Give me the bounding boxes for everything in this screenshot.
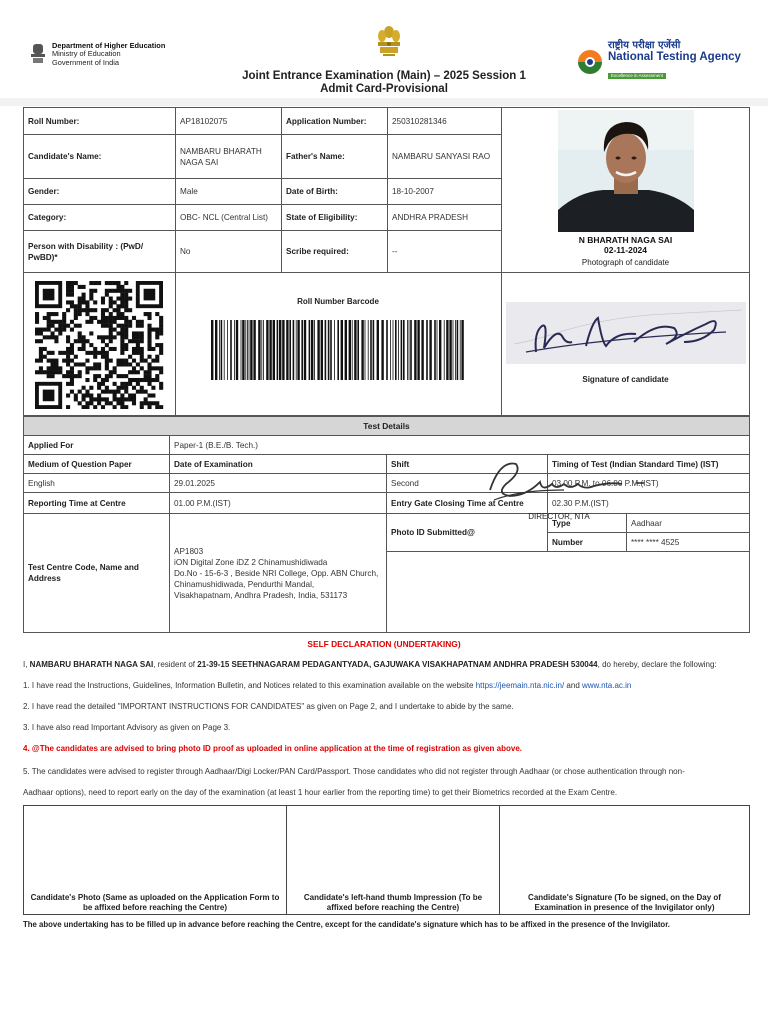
application-number-value: 250310281346 [387,107,502,135]
declaration-title: SELF DECLARATION (UNDERTAKING) [307,639,461,649]
declaration-item-3: 3. I have also read Important Advisory as given on Page 3. [23,723,231,732]
declaration-item-4: 4. @The candidates are advised to bring photo ID proof as uploaded in online application at the time of registration as given above. [23,744,522,753]
dob-value: 18-10-2007 [387,178,502,205]
header-band [0,98,768,106]
moe-line2: Ministry of Education [52,49,121,59]
state-value: ANDHRA PRADESH [387,204,502,231]
scribe-label: Scribe required: [281,230,388,273]
declaration-item-5-line1: 5. The candidates were advised to register through Aadhaar/Digi Locker/PAN Card/Passport. Those candidates who did not register through Aadhaar (or chose authentication through non- [23,767,685,776]
nta-hindi-name: राष्ट्रीय परीक्षा एजेंसी [608,40,681,51]
item1-text: 1. I have read the Instructions, Guidelines, Information Bulletin, and Notices related to this examination available on the website [23,681,476,690]
test-details-header: Test Details [23,416,750,436]
medium-label: Medium of Question Paper [23,454,170,474]
declaration-item-1 [23,680,750,691]
candidate-name-label: Candidate's Name: [23,134,176,179]
intro-name: NAMBARU BHARATH NAGA SAI [29,660,154,669]
nta-link[interactable]: www.nta.ac.in [582,681,632,690]
reporting-time-value: 01.00 P.M.(IST) [169,492,387,514]
candidate-photo-box [23,805,287,915]
candidate-photo [558,110,694,232]
candidate-signature-box [499,805,750,915]
id-number-value: **** **** 4525 [626,532,750,552]
father-name-label: Father's Name: [281,134,388,179]
photo-candidate-name: N BHARATH NAGA SAI [578,235,673,245]
qr-code-icon [31,281,167,409]
photo-id-label: Photo ID Submitted@ [386,513,548,552]
photo-caption: Photograph of candidate [581,258,670,267]
gate-closing-value: 02.30 P.M.(IST) [547,492,750,514]
scribe-value: -- [387,230,502,273]
footer-note: The above undertaking has to be filled up in advance before reaching the Centre, except for the candidate's signature which has to be affixed in the presence of the Invigilator. [23,920,670,929]
category-value: OBC- NCL (Central List) [175,204,282,231]
applied-for-label: Applied For [23,435,170,455]
gender-value: Male [175,178,282,205]
roll-number-barcode-icon [209,320,467,380]
intro-suffix: , do hereby, declare the following: [597,660,717,669]
declaration-item-2: 2. I have read the detailed "IMPORTANT INSTRUCTIONS FOR CANDIDATES" as given on Page 2, and I undertake to abide by the same. [23,702,514,711]
gender-label: Gender: [23,178,176,205]
candidate-photo-box-caption: Candidate's Photo (Same as uploaded on the Application Form to be affixed before reaching the Centre) [30,893,280,912]
item1-and: and [564,681,582,690]
centre-line2: Do.No - 15-6-3 , Beside NRI College, Opp. ABN Church, [174,568,379,578]
centre-label: Test Centre Code, Name and Address [23,513,170,633]
shift-value: Second [386,473,548,493]
centre-line1: iON Digital Zone iDZ 2 Chinamushidiwada [174,557,328,567]
director-cell [386,551,750,633]
exam-title: Joint Entrance Examination (Main) – 2025 Session 1 [242,70,526,82]
director-caption: DIRECTOR, NTA [528,512,590,521]
father-name-value: NAMBARU SANYASI RAO [387,134,502,179]
centre-line4: Visakhapatnam, Andhra Pradesh, India, 531173 [174,590,348,600]
declaration-item-5-line2: Aadhaar options), need to report early on the day of the examination (at least 1 hour earlier from the reporting time) to get their Biometrics recorded at the Exam Centre. [23,788,618,797]
roll-number-value: AP18102075 [175,107,282,135]
exam-date-label: Date of Examination [169,454,387,474]
thumb-impression-box [286,805,500,915]
intro-mid: , resident of [153,660,198,669]
centre-address [169,513,387,633]
id-type-label: Type [547,513,627,533]
national-emblem-icon [374,24,404,60]
shift-label: Shift [386,454,548,474]
timing-value: 03.00 P.M. to 06.00 P.M.(IST) [547,473,750,493]
signature-caption: Signature of candidate [582,375,669,384]
admit-card-title: Admit Card-Provisional [320,83,448,95]
id-number-label: Number [547,532,627,552]
dob-label: Date of Birth: [281,178,388,205]
moe-line3: Government of India [52,57,119,67]
ashoka-emblem-icon [30,42,46,64]
intro-prefix: I, [23,660,30,669]
reporting-time-label: Reporting Time at Centre [23,492,170,514]
admit-card-grid [23,107,750,633]
moe-line1: Department of Higher Education [52,41,166,50]
applied-for-value: Paper-1 (B.E./B. Tech.) [169,435,750,455]
jeemain-link[interactable]: https://jeemain.nta.nic.in/ [475,681,565,690]
state-label: State of Eligibility: [281,204,388,231]
page-header [0,0,768,100]
nta-english-name: National Testing Agency [608,51,741,63]
timing-label: Timing of Test (Indian Standard Time) (IST) [547,454,750,474]
thumb-impression-box-caption: Candidate's left-hand thumb Impression (To be affixed before reaching the Centre) [303,893,483,912]
centre-line3: Chinamushidiwada, Pendurthi Mandal, [174,579,315,589]
application-number-label: Application Number: [281,107,388,135]
candidate-name-value: NAMBARU BHARATH NAGA SAI [175,134,282,179]
barcode-label: Roll Number Barcode [297,297,379,306]
id-type-value: Aadhaar [626,513,750,533]
category-label: Category: [23,204,176,231]
centre-code: AP1803 [174,546,204,556]
candidate-signature-box-caption: Candidate's Signature (To be signed, on the Day of Examination in presence of the Invigilator only) [528,893,721,912]
intro-address: 21-39-15 SEETHNAGARAM PEDAGANTYADA, GAJUWAKA VISAKHAPATNAM ANDHRA PRADESH 530044 [197,660,598,669]
pwd-value: No [175,230,282,273]
declaration-intro [23,659,750,670]
ministry-logo-block [30,42,165,67]
nta-tagline: Excellence in Assessment [608,73,666,79]
medium-value: English [23,473,170,493]
pwd-label: Person with Disability : (PwD/ PwBD)* [23,230,176,273]
roll-number-label: Roll Number: [23,107,176,135]
photo-date: 02-11-2024 [603,245,647,255]
photo-name [503,235,748,255]
gate-closing-label: Entry Gate Closing Time at Centre [386,492,548,514]
director-signature-image [460,450,660,510]
candidate-signature-image [506,302,746,364]
exam-date-value: 29.01.2025 [169,473,387,493]
